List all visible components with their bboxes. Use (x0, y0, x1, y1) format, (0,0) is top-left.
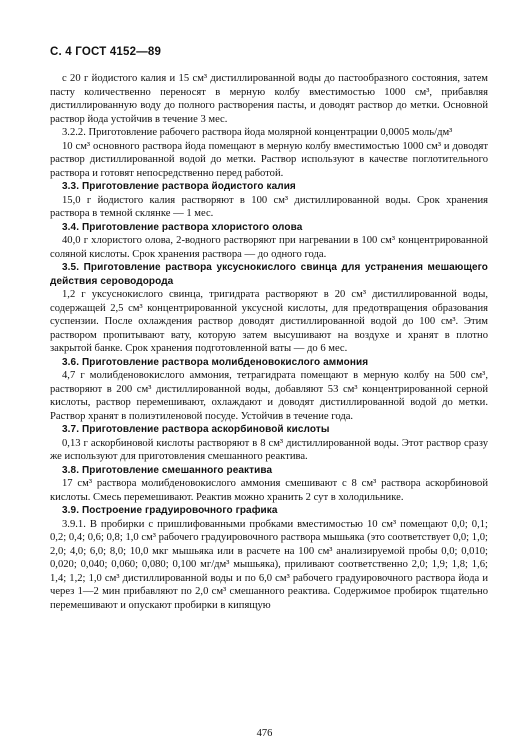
section-heading: 3.8. Приготовление смешанного реактива (62, 464, 273, 476)
page-header: С. 4 ГОСТ 4152—89 (50, 46, 162, 58)
paragraph: 3.2.2. Приготовление рабочего раствора йода молярной концентрации 0,0005 моль/дм³ (62, 127, 453, 138)
paragraph: 4,7 г молибденовокислого аммония, тетрагидрата помещают в мерную колбу на 500 см³, растворяют в 200 см³ дистиллированной воды, добавляют 53 см³ концентрированной серной кислоты, раствор перемешивают, охлаждают и доводят дистиллированной водой до метки. Раствор хранят в полиэтиленовой посуде. Устойчив в течение года. (50, 370, 488, 422)
paragraph: 3.9.1. В пробирки с пришлифованными пробками вместимостью 10 см³ помещают 0,0; 0,1; 0,2; 0,4; 0,6; 0,8; 1,0 см³ рабочего градуировочного раствора мышьяка (это соответствует 0,0; 1,0; 2,0; 4,0; 6,0; 8,0; 10,0 мкг мышьяка или в расчете на 100 см³ анализируемой пробы 0,0; 0,010; 0,020; 0,040; 0,060; 0,080; 0,100 мг/дм³ мышьяка), приливают соответственно 2,0; 1,9; 1,8; 1,6; 1,4; 1,2; 1,0 см³ дистиллированной воды и по 6,0 см³ рабочего градуировочного раствора йода и через 1—2 мин прибавляют по 2,0 см³ смешанного реактива. Содержимое пробирок тщательно перемешивают и опускают пробирки в кипящую (50, 518, 488, 611)
paragraph: 15,0 г йодистого калия растворяют в 100 см³ дистиллированной воды. Срок хранения раствора в темной склянке — 1 мес. (50, 194, 488, 219)
paragraph: 1,2 г уксуснокислого свинца, тригидрата растворяют в 20 см³ дистиллированной воды, содержащей 2,5 см³ концентрированной уксусной кислоты, для предотвращения образования суспензии. После охлаждения раствор доводят дистиллированной водой до 100 см³. Этим раствором пропитывают вату, которую затем высушивают на воздухе и хранят в плотно закрытой банке. Срок хранения подготовленной ваты — до 6 мес. (50, 289, 488, 354)
paragraph: 10 см³ основного раствора йода помещают в мерную колбу вместимостью 1000 см³ и доводят раствор дистиллированной водой до метки. Раствор используют в качестве поглотительного раствора и готовят непосредственно перед работой. (50, 140, 488, 179)
paragraph: 40,0 г хлористого олова, 2-водного растворяют при нагревании в 100 см³ концентрированной соляной кислоты. Срок хранения раствора — до одного года. (50, 235, 488, 260)
paragraph: 17 см³ раствора молибденовокислого аммония смешивают с 8 см³ раствора аскорбиновой кислоты. Смесь перемешивают. Реактив можно хранить 2 сут в холодильнике. (50, 478, 488, 503)
page-number: 476 (256, 728, 273, 739)
document-body (50, 72, 488, 612)
section-heading: 3.6. Приготовление раствора молибденовокислого аммония (62, 356, 369, 368)
section-heading: 3.9. Построение градуировочного графика (62, 505, 278, 516)
section-heading: 3.4. Приготовление раствора хлористого олова (62, 221, 303, 233)
section-heading: 3.3. Приготовление раствора йодистого калия (62, 181, 296, 192)
paragraph: 0,13 г аскорбиновой кислоты растворяют в 8 см³ дистиллированной воды. Этот раствор сразу же используют для приготовления смешанного реактива. (50, 437, 488, 462)
paragraph: с 20 г йодистого калия и 15 см³ дистиллированной воды до пастообразного состояния, затем пасту количественно переносят в мерную колбу вместимостью 1000 см³, прибавляя дистиллированную воду до полного растворения пасты, и доводят раствор до метки. Основной раствор йода устойчив в течение 3 мес. (50, 73, 488, 125)
section-heading: 3.7. Приготовление раствора аскорбиновой кислоты (62, 424, 330, 435)
section-heading: 3.5. Приготовление раствора уксуснокислого свинца для устранения мешающего действия сероводорода (50, 262, 488, 287)
